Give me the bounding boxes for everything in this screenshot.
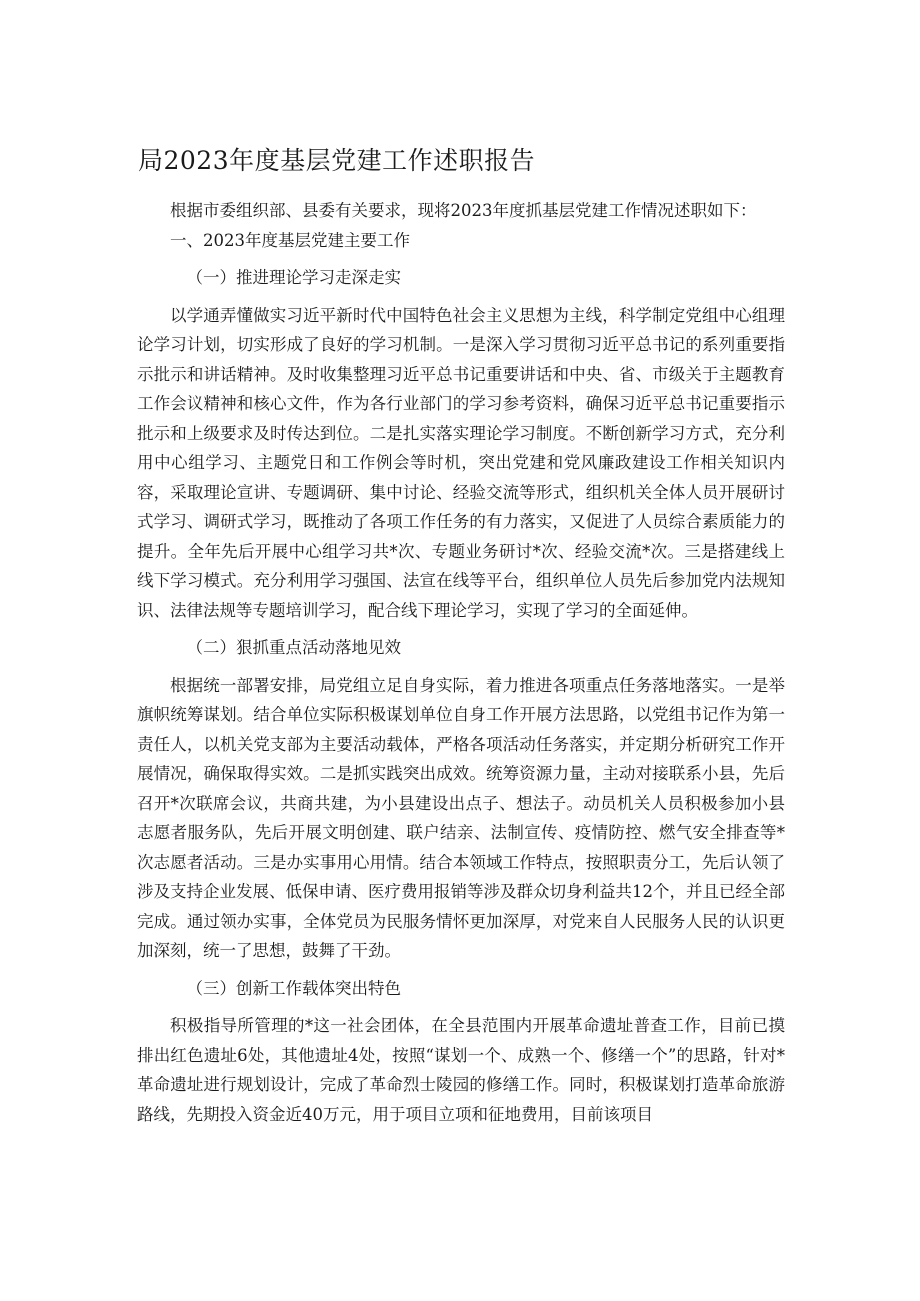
document-title: 局2023年度基层党建工作述职报告 [138, 146, 536, 175]
body-paragraph-3: 积极指导所管理的*这一社会团体，在全县范围内开展革命遗址普查工作，目前已摸排出红色遗址6处，其他遗址4处，按照“谋划一个、成熟一个、修缮一个”的思路，针对*革命遗址进行规划设计，完成了革命烈士陵园的修缮工作。同时，积极谋划打造革命旅游路线，先期投入资金近40万元，用于项目立项和征地费用，目前该项目 [137, 1016, 785, 1124]
section-heading-1: 一、2023年度基层党建主要工作 [170, 230, 410, 250]
intro-paragraph: 根据市委组织部、县委有关要求，现将2023年度抓基层党建工作情况述职如下： [170, 201, 757, 220]
subsection-heading-2: （二）狠抓重点活动落地见效 [186, 638, 401, 657]
body-paragraph-2: 根据统一部署安排，局党组立足自身实际，着力推进各项重点任务落地落实。一是举旗帜统筹谋划。结合单位实际积极谋划单位自身工作开展方法思路，以党组书记作为第一责任人，以机关党支部为主要活动载体，严格各项活动任务落实，并定期分析研究工作开展情况，确保取得实效。二是抓实践突出成效。统筹资源力量，主动对接联系小县，先后召开*次联席会议，共商共建，为小县建设出点子、想法子。动员机关人员积极参加小县志愿者服务队，先后开展文明创建、联户结亲、法制宣传、疫情防控、燃气安全排查等*次志愿者活动。三是办实事用心用情。结合本领域工作特点，按照职责分工，先后认领了涉及支持企业发展、低保申请、医疗费用报销等涉及群众切身利益共12个，并且已经全部完成。通过领办实事，全体党员为民服务情怀更加深厚，对党来自人民服务人民的认识更加深刻，统一了思想，鼓舞了干劲。 [137, 675, 785, 960]
subsection-heading-3: （三）创新工作载体突出特色 [186, 978, 401, 998]
document-body [137, 196, 785, 1129]
body-paragraph-1: 以学通弄懂做实习近平新时代中国特色社会主义思想为主线，科学制定党组中心组理论学习计划，切实形成了良好的学习机制。一是深入学习贯彻习近平总书记的系列重要指示批示和讲话精神。及时收集整理习近平总书记重要讲话和中央、省、市级关于主题教育工作会议精神和核心文件，作为各行业部门的学习参考资料，确保习近平总书记重要指示批示和上级要求及时传达到位。二是扎实落实理论学习制度。不断创新学习方式，充分利用中心组学习、主题党日和工作例会等时机，突出党建和党风廉政建设工作相关知识内容，采取理论宣讲、专题调研、集中讨论、经验交流等形式，组织机关全体人员开展研讨式学习、调研式学习，既推动了各项工作任务的有力落实，又促进了人员综合素质能力的提升。全年先后开展中心组学习共*次、专题业务研讨*次、经验交流*次。三是搭建线上线下学习模式。充分利用学习强国、法宣在线等平台，组织单位人员先后参加党内法规知识、法律法规等专题培训学习，配合线下理论学习，实现了学习的全面延伸。 [137, 305, 785, 620]
subsection-heading-1: （一）推进理论学习走深走实 [186, 268, 401, 287]
